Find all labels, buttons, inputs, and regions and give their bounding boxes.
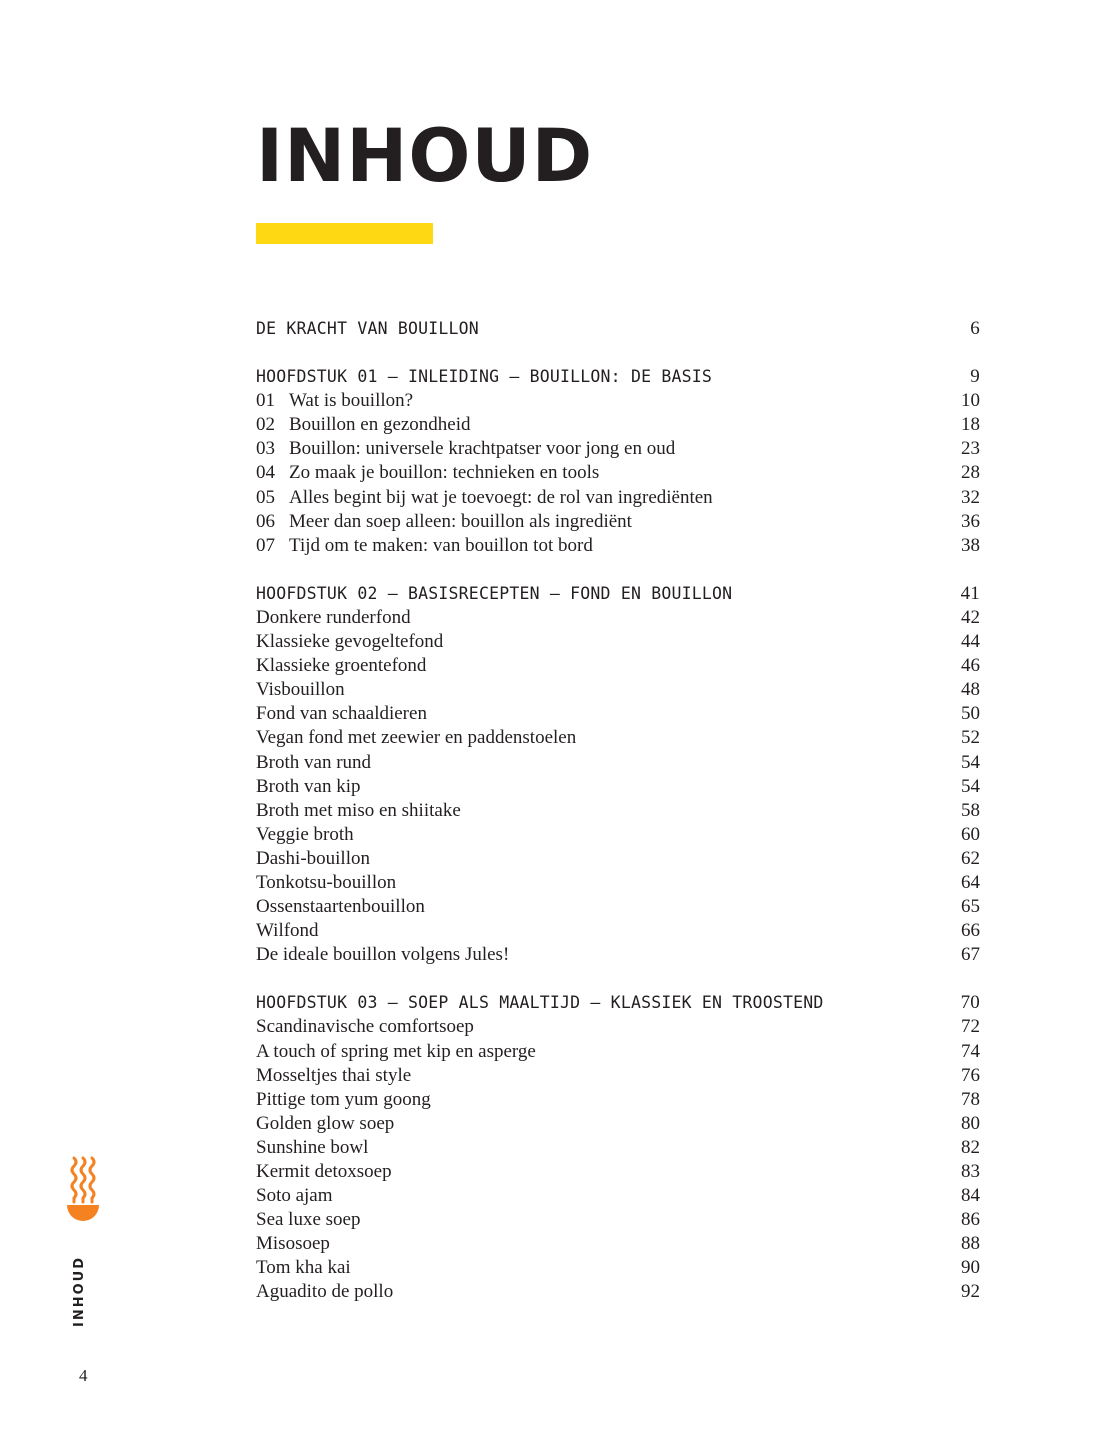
toc-entry-title [256,872,396,894]
toc-entry [256,631,980,655]
toc-entry [256,1233,980,1257]
toc-entry [256,896,980,920]
toc-heading [256,992,980,1016]
toc-entry-title [256,1233,330,1255]
toc-entry [256,462,980,486]
toc-entry-page: 58 [961,799,980,821]
toc-entry-page: 80 [961,1112,980,1134]
toc-entry-page: 52 [961,727,980,749]
toc-entry [256,1257,980,1281]
toc-entry-page: 48 [961,679,980,701]
toc-entry-page: 54 [961,751,980,773]
toc-entry-page: 50 [961,703,980,725]
toc-entry-text: Veggie broth [256,823,354,845]
toc-entry-page: 36 [961,510,980,532]
toc-entry [256,824,980,848]
toc-entry-text: Misosoep [256,1233,330,1255]
toc-entry [256,511,980,535]
toc-entry-text: Ossenstaartenbouillon [256,896,425,918]
toc-entry-title [256,800,461,822]
toc-entry-title [256,679,345,701]
toc-entry [256,1089,980,1113]
toc-entry-text: Broth met miso en shiitake [256,799,461,821]
toc-entry-title [256,752,371,774]
toc-entry-text: Soto ajam [256,1185,333,1207]
toc-entry-text: Vegan fond met zeewier en paddenstoelen [256,727,577,749]
toc-entry-title [256,487,713,509]
toc-entry-text: Tom kha kai [256,1257,351,1279]
toc-heading-page: 70 [960,992,980,1014]
toc-entry-number: 02 [256,414,275,436]
toc-entry [256,414,980,438]
toc-entry-title [256,655,426,677]
toc-entry [256,679,980,703]
toc-entry-text: Klassieke gevogeltefond [256,631,444,653]
toc-section [256,366,980,559]
toc-entry-title [256,1281,393,1303]
toc-entry [256,1161,980,1185]
toc-entry-text: Fond van schaaldieren [256,703,427,725]
toc-entry-page: 38 [961,534,980,556]
toc-entry-page: 88 [961,1233,980,1255]
toc-entry-text: Visbouillon [256,679,345,701]
toc-entry-text: Tonkotsu-bouillon [256,871,397,893]
toc-entry-page: 60 [961,823,980,845]
toc-heading [256,583,980,607]
toc-entry [256,1281,980,1305]
toc-entry-title [256,1137,368,1159]
toc-entry-text: Bouillon: universele krachtpatser voor jong en oud [289,438,676,460]
toc-entry-title [256,1185,333,1207]
toc-entry-page: 44 [961,631,980,653]
toc-entry-title [256,1041,536,1063]
toc-entry-text: Wat is bouillon? [289,390,414,412]
toc-entry-title [256,1161,392,1183]
toc-entry-page: 28 [961,462,980,484]
toc-entry-title [256,703,427,725]
toc-entry-page: 32 [961,486,980,508]
toc-entry [256,703,980,727]
noodle-bowl-icon [66,1156,100,1226]
toc-entry-number: 05 [256,486,275,508]
toc-entry-title [256,776,361,798]
toc-entry-page: 83 [961,1161,980,1182]
toc-entry-text: Golden glow soep [256,1112,395,1134]
toc-entry-title [256,848,370,870]
toc-entry-page: 86 [961,1209,980,1231]
toc-entry [256,752,980,776]
toc-entry-page: 67 [961,944,980,966]
side-section-label: INHOUD [72,1256,87,1327]
toc-entry-title [256,462,599,484]
toc-entry-text: De ideale bouillon volgens Jules! [256,944,510,966]
toc-entry-title [256,535,593,557]
toc-entry-title [256,944,509,966]
toc-entry [256,800,980,824]
toc-entry [256,1137,980,1161]
table-of-contents [256,318,980,1330]
toc-entry [256,1041,980,1065]
toc-entry-text: Scandinavische comfortsoep [256,1016,474,1038]
page-number: 4 [79,1366,88,1385]
toc-entry-page: 82 [961,1136,980,1158]
toc-entry-number: 01 [256,390,275,412]
toc-entry [256,1185,980,1209]
toc-entry-title [256,920,319,942]
toc-entry-text: Sea luxe soep [256,1209,361,1231]
toc-entry-page: 84 [961,1185,980,1207]
toc-entry-title [256,1209,360,1231]
toc-entry-number: 06 [256,510,275,532]
toc-entry-text: Sunshine bowl [256,1136,369,1158]
toc-entry-title [256,511,632,533]
toc-entry-page: 62 [961,847,980,869]
toc-entry-page: 23 [961,438,980,460]
toc-entry-text: Pittige tom yum goong [256,1088,431,1110]
title-accent-bar [256,223,433,244]
toc-entry-page: 74 [961,1040,980,1062]
toc-heading-page: 9 [970,366,980,388]
toc-heading-text: HOOFDSTUK 01 – INLEIDING – BOUILLON: DE BASIS [256,367,713,387]
toc-entry-title [256,1113,394,1135]
toc-entry-number: 07 [256,534,275,556]
toc-entry-title [256,1257,351,1279]
toc-entry-title [256,727,576,749]
toc-entry [256,487,980,511]
toc-heading-page: 41 [960,582,980,604]
toc-heading-text: HOOFDSTUK 03 – SOEP ALS MAALTIJD – KLASSIEK EN TROOSTEND [256,993,824,1013]
toc-entry [256,390,980,414]
toc-entry-text: Klassieke groentefond [256,655,427,677]
toc-entry-page: 64 [961,871,980,893]
toc-entry-text: Kermit detoxsoep [256,1161,392,1182]
toc-entry-text: A touch of spring met kip en asperge [256,1040,536,1062]
toc-entry [256,944,980,968]
toc-entry [256,776,980,800]
toc-entry [256,1016,980,1040]
page-title: INHOUD [256,114,594,199]
toc-entry-page: 54 [961,775,980,797]
toc-section [256,583,980,969]
toc-entry-text: Alles begint bij wat je toevoegt: de rol van ingrediënten [289,486,713,508]
toc-entry-text: Bouillon en gezondheid [289,414,471,436]
toc-entry-title [256,390,413,412]
toc-entry [256,655,980,679]
toc-entry [256,1065,980,1089]
toc-entry-page: 10 [961,390,980,412]
toc-entry [256,1113,980,1137]
toc-entry-page: 76 [961,1064,980,1086]
toc-entry [256,920,980,944]
toc-entry-title [256,1016,474,1038]
toc-entry-text: Wilfond [256,920,319,942]
toc-entry-number: 04 [256,462,275,484]
toc-entry-text: Broth van kip [256,775,361,797]
toc-entry-page: 92 [961,1281,980,1303]
toc-entry-text: Dashi-bouillon [256,847,370,869]
toc-entry-title [256,1065,411,1087]
toc-entry-text: Donkere runderfond [256,606,411,628]
toc-entry-title [256,896,425,918]
toc-entry-text: Zo maak je bouillon: technieken en tools [289,462,600,484]
toc-entry [256,535,980,559]
toc-entry-page: 42 [961,606,980,628]
toc-entry-page: 78 [961,1088,980,1110]
toc-entry-title [256,414,471,436]
toc-entry [256,438,980,462]
toc-entry-title [256,631,443,653]
toc-entry-text: Meer dan soep alleen: bouillon als ingrediënt [289,510,632,532]
toc-entry-title [256,1089,431,1111]
toc-entry-page: 65 [961,896,980,918]
toc-entry-text: Mosseltjes thai style [256,1064,412,1086]
toc-entry-page: 18 [961,414,980,436]
toc-heading-page: 6 [970,318,980,339]
toc-entry-page: 46 [961,655,980,677]
toc-entry-page: 72 [961,1016,980,1038]
toc-entry [256,848,980,872]
toc-heading [256,366,980,390]
toc-entry-title [256,607,411,629]
toc-entry-title [256,824,354,846]
toc-entry-number: 03 [256,438,275,460]
toc-entry [256,872,980,896]
toc-entry-title [256,438,675,460]
toc-entry-page: 66 [961,920,980,942]
toc-heading-text: HOOFDSTUK 02 – BASISRECEPTEN – FOND EN BOUILLON [256,583,733,603]
toc-entry-text: Aguadito de pollo [256,1281,394,1303]
toc-entry-text: Tijd om te maken: van bouillon tot bord [289,534,593,556]
toc-entry [256,1209,980,1233]
toc-heading [256,318,980,342]
toc-section [256,318,980,342]
toc-entry [256,607,980,631]
toc-section [256,992,980,1305]
toc-entry-text: Broth van rund [256,751,372,773]
toc-entry [256,727,980,751]
toc-heading-text: DE KRACHT VAN BOUILLON [256,319,479,338]
toc-entry-page: 90 [961,1257,980,1279]
